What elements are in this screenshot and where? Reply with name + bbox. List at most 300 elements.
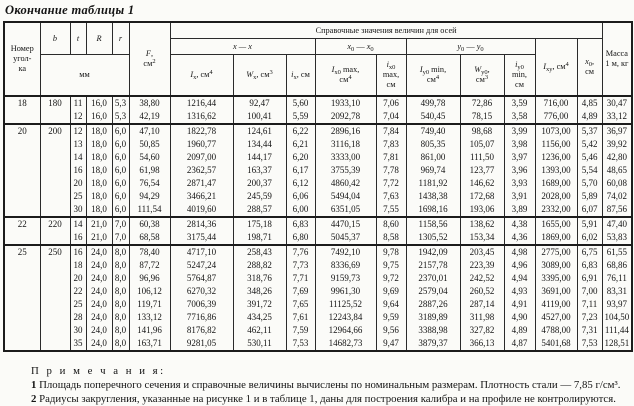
col-header-nomer: Номер угол- ка	[4, 22, 40, 96]
span-header-reference-values: Справочные значения величин для осей	[170, 22, 602, 39]
table-cell: 7,00	[577, 285, 602, 298]
table-cell: 260,52	[460, 285, 504, 298]
table-cell: 6,83	[577, 259, 602, 272]
table-cell: 2028,00	[535, 190, 577, 203]
table-cell: 749,40	[406, 124, 460, 138]
table-cell: 6,17	[286, 164, 315, 177]
table-cell: 5,91	[577, 217, 602, 231]
table-cell: 5,37	[577, 124, 602, 138]
table-cell: 24,0	[86, 259, 112, 272]
table-cell: 98,68	[460, 124, 504, 138]
table-cell: 1156,00	[535, 138, 577, 151]
table-cell: 104,50	[602, 311, 632, 324]
table-cell: 53,83	[602, 231, 632, 245]
table-row	[4, 110, 632, 124]
table-cell: 7,04	[376, 110, 406, 124]
table-cell: 123,77	[460, 164, 504, 177]
table-cell: 4,91	[504, 298, 535, 311]
table-cell: 318,76	[233, 272, 286, 285]
table-cell: 220	[40, 217, 70, 231]
table-cell: 105,07	[460, 138, 504, 151]
table-cell: 3,58	[504, 110, 535, 124]
table-cell: 7,55	[376, 203, 406, 217]
table-cell: 8,0	[112, 259, 129, 272]
table-cell: 8,0	[112, 337, 129, 351]
table-cell: 540,45	[406, 110, 460, 124]
table-cell: 18,0	[86, 151, 112, 164]
table-cell: 94,29	[129, 190, 170, 203]
table-cell: 16,0	[86, 96, 112, 110]
table-cell: 18,0	[86, 124, 112, 138]
table-cell: 5764,87	[170, 272, 233, 285]
table-cell	[4, 272, 40, 285]
table-cell: 6,12	[286, 177, 315, 190]
table-cell: 5,59	[286, 110, 315, 124]
table-cell: 2092,78	[315, 110, 376, 124]
table-cell: 9,56	[376, 324, 406, 337]
table-cell: 6,80	[286, 231, 315, 245]
table-cell	[40, 324, 70, 337]
table-cell	[40, 151, 70, 164]
col-header-x0: $x_0$, см	[577, 39, 602, 97]
table-cell	[40, 272, 70, 285]
table-cell: 3879,37	[406, 337, 460, 351]
table-cell: 7,06	[376, 96, 406, 110]
table-cell: 2579,04	[406, 285, 460, 298]
table-cell: 76,11	[602, 272, 632, 285]
table-cell	[40, 110, 70, 124]
table-cell: 16	[70, 245, 86, 259]
table-cell: 4788,00	[535, 324, 577, 337]
table-cell: 348,26	[233, 285, 286, 298]
table-cell: 7,84	[376, 124, 406, 138]
table-cell: 242,52	[460, 272, 504, 285]
table-cell: 18,0	[86, 190, 112, 203]
table-cell: 11	[70, 96, 86, 110]
table-cell: 1689,00	[535, 177, 577, 190]
table-cell: 7,23	[577, 311, 602, 324]
table-cell: 1942,09	[406, 245, 460, 259]
table-cell: 223,39	[460, 259, 504, 272]
table-cell: 7,61	[286, 311, 315, 324]
table-cell: 20	[70, 177, 86, 190]
table-cell	[4, 324, 40, 337]
table-cell: 6,0	[112, 203, 129, 217]
table-cell: 1438,38	[406, 190, 460, 203]
col-header-Ixy: $I_{xy}$, $см^4$	[535, 39, 577, 97]
table-cell: 1393,00	[535, 164, 577, 177]
table-cell: 50,85	[129, 138, 170, 151]
table-cell: 1181,92	[406, 177, 460, 190]
table-row	[4, 324, 632, 337]
table-cell: 24,0	[86, 311, 112, 324]
table-cell: 111,54	[129, 203, 170, 217]
table-continuation-title: Окончание таблицы 1	[5, 3, 135, 17]
table-cell: 5,42	[577, 138, 602, 151]
table-row	[4, 259, 632, 272]
table-cell: 9,59	[376, 311, 406, 324]
table-cell: 7,65	[286, 298, 315, 311]
table-cell: 36,97	[602, 124, 632, 138]
table-cell: 93,97	[602, 298, 632, 311]
table-cell: 4,89	[577, 110, 602, 124]
table-cell: 8176,82	[170, 324, 233, 337]
notes-heading: П р и м е ч а н и я:	[31, 365, 166, 377]
table-cell: 969,74	[406, 164, 460, 177]
table-cell: 111,44	[602, 324, 632, 337]
table-cell: 13	[70, 138, 86, 151]
header-row-1	[4, 22, 632, 39]
table-cell: 72,86	[460, 96, 504, 110]
table-cell: 327,82	[460, 324, 504, 337]
table-cell: 9,47	[376, 337, 406, 351]
table-cell: 47,40	[602, 217, 632, 231]
note-item	[3, 393, 631, 406]
table-cell: 16,0	[86, 110, 112, 124]
table-cell: 3691,00	[535, 285, 577, 298]
table-cell: 4,90	[504, 311, 535, 324]
table-row	[4, 272, 632, 285]
table-cell: 2871,47	[170, 177, 233, 190]
table-cell: 6,91	[577, 272, 602, 285]
table-cell: 1158,56	[406, 217, 460, 231]
table-cell: 4527,00	[535, 311, 577, 324]
table-cell: 7,69	[286, 285, 315, 298]
table-cell: 193,06	[460, 203, 504, 217]
table-cell: 9,64	[376, 298, 406, 311]
table-cell: 7,11	[577, 298, 602, 311]
table-cell: 42,19	[129, 110, 170, 124]
note-item	[3, 379, 631, 393]
table-row	[4, 164, 632, 177]
table-cell: 8,0	[112, 298, 129, 311]
table-cell: 8,0	[112, 311, 129, 324]
table-cell: 4,96	[504, 259, 535, 272]
table-cell	[40, 190, 70, 203]
table-cell: 6,0	[112, 124, 129, 138]
table-cell: 4,87	[504, 337, 535, 351]
table-cell	[4, 110, 40, 124]
table-cell: 12964,66	[315, 324, 376, 337]
col-header-ix: $i_x$, см	[286, 55, 315, 97]
table-cell: 4,85	[577, 96, 602, 110]
table-cell: 288,82	[233, 259, 286, 272]
table-cell: 776,00	[535, 110, 577, 124]
table-cell: 2362,57	[170, 164, 233, 177]
table-cell: 78,40	[129, 245, 170, 259]
table-cell: 42,80	[602, 151, 632, 164]
table-cell: 175,18	[233, 217, 286, 231]
table-cell: 134,44	[233, 138, 286, 151]
table-cell: 805,35	[406, 138, 460, 151]
table-cell: 87,72	[129, 259, 170, 272]
table-cell: 163,71	[129, 337, 170, 351]
table-cell: 4,94	[504, 272, 535, 285]
table-cell	[4, 285, 40, 298]
table-cell: 3,96	[504, 164, 535, 177]
table-cell: 111,50	[460, 151, 504, 164]
table-cell: 9961,30	[315, 285, 376, 298]
col-header-iy0min: $i_{y0}$ min, см	[504, 55, 535, 97]
table-cell: 7,71	[286, 272, 315, 285]
table-cell: 3395,00	[535, 272, 577, 285]
table-cell: 530,11	[233, 337, 286, 351]
table-row	[4, 231, 632, 245]
table-cell: 1316,62	[170, 110, 233, 124]
table-cell: 6,75	[577, 245, 602, 259]
table-cell: 8,0	[112, 285, 129, 298]
table-cell: 9,72	[376, 272, 406, 285]
table-cell: 861,00	[406, 151, 460, 164]
table-cell: 7,76	[286, 245, 315, 259]
table-cell: 203,45	[460, 245, 504, 259]
table-cell: 2157,78	[406, 259, 460, 272]
table-cell: 4019,60	[170, 203, 233, 217]
table-cell: 1073,00	[535, 124, 577, 138]
note-text: Радиусы закругления, указанные на рисунке 1 и в таблице 1, даны для построения калибра и на профиле не контролируются.	[39, 392, 616, 405]
table-cell: 47,10	[129, 124, 170, 138]
table-cell: 3116,18	[315, 138, 376, 151]
table-cell: 5,46	[577, 151, 602, 164]
table-cell: 74,02	[602, 190, 632, 203]
table-cell: 5,3	[112, 110, 129, 124]
table-cell: 25	[70, 298, 86, 311]
table-cell: 7,0	[112, 231, 129, 245]
table-cell: 4,38	[504, 217, 535, 231]
table-cell	[4, 151, 40, 164]
table-row	[4, 151, 632, 164]
table-cell: 3089,00	[535, 259, 577, 272]
table-row	[4, 203, 632, 217]
table-cell: 198,71	[233, 231, 286, 245]
table-cell: 4717,10	[170, 245, 233, 259]
table-cell	[40, 337, 70, 351]
table-cell: 499,78	[406, 96, 460, 110]
col-header-massa: Масса 1 м, кг	[602, 22, 632, 96]
table-cell: 11125,52	[315, 298, 376, 311]
note-number: 1	[31, 378, 37, 391]
table-cell: 38,80	[129, 96, 170, 110]
table-cell: 311,98	[460, 311, 504, 324]
table-cell: 250	[40, 245, 70, 259]
table-cell: 54,60	[129, 151, 170, 164]
col-header-F: F, $см^2$	[129, 22, 170, 96]
table-cell: 2896,16	[315, 124, 376, 138]
table-cell: 6,21	[286, 138, 315, 151]
table-cell: 7006,39	[170, 298, 233, 311]
table-header	[4, 22, 632, 96]
table-cell: 60,38	[129, 217, 170, 231]
table-cell: 434,25	[233, 311, 286, 324]
table-cell: 3189,89	[406, 311, 460, 324]
table-cell: 20	[4, 124, 40, 138]
table-cell: 200	[40, 124, 70, 138]
table-cell: 2775,00	[535, 245, 577, 259]
table-cell: 9281,05	[170, 337, 233, 351]
table-cell: 87,56	[602, 203, 632, 217]
table-cell: 1236,00	[535, 151, 577, 164]
table-cell	[40, 298, 70, 311]
table-cell: 1216,44	[170, 96, 233, 110]
table-cell: 6,00	[286, 203, 315, 217]
table-cell: 6,0	[112, 151, 129, 164]
table-row	[4, 337, 632, 351]
table-cell: 2887,26	[406, 298, 460, 311]
table-cell: 6,06	[286, 190, 315, 203]
col-header-r: r	[112, 22, 129, 55]
table-cell: 18,0	[86, 164, 112, 177]
table-cell: 716,00	[535, 96, 577, 110]
col-header-Wx: $W_x$, $см^3$	[233, 55, 286, 97]
table-cell: 6,0	[112, 164, 129, 177]
table-cell: 1698,16	[406, 203, 460, 217]
table-cell: 3388,98	[406, 324, 460, 337]
table-cell: 7,73	[286, 259, 315, 272]
table-cell: 8,0	[112, 245, 129, 259]
table-cell: 7,53	[577, 337, 602, 351]
table-cell	[4, 203, 40, 217]
table-cell: 30	[70, 203, 86, 217]
table-cell: 30	[70, 324, 86, 337]
table-cell: 22	[70, 285, 86, 298]
table-cell: 200,37	[233, 177, 286, 190]
table-cell: 28	[70, 311, 86, 324]
table-cell: 14	[70, 217, 86, 231]
table-row	[4, 96, 632, 110]
table-cell: 3755,39	[315, 164, 376, 177]
table-cell: 5,89	[577, 190, 602, 203]
table-cell: 8336,69	[315, 259, 376, 272]
table-cell: 61,55	[602, 245, 632, 259]
table-cell: 6,22	[286, 124, 315, 138]
table-cell	[40, 164, 70, 177]
table-cell: 24,0	[86, 245, 112, 259]
notes-section	[3, 365, 631, 406]
table-cell: 8,0	[112, 272, 129, 285]
col-header-mm: мм	[40, 55, 129, 97]
table-cell: 100,41	[233, 110, 286, 124]
table-cell: 172,68	[460, 190, 504, 203]
table-cell: 7,59	[286, 324, 315, 337]
table-cell	[4, 231, 40, 245]
table-cell: 6,0	[112, 190, 129, 203]
table-cell: 4,36	[504, 231, 535, 245]
table-cell: 3,93	[504, 177, 535, 190]
table-cell: 68,58	[129, 231, 170, 245]
table-cell	[4, 298, 40, 311]
table-cell: 18,0	[86, 203, 112, 217]
table-cell: 133,12	[129, 311, 170, 324]
table-cell: 14	[70, 151, 86, 164]
angle-size-group	[4, 96, 632, 124]
table-cell: 24,0	[86, 272, 112, 285]
col-header-R: R	[86, 22, 112, 55]
angle-size-group	[4, 217, 632, 245]
table-cell: 25	[4, 245, 40, 259]
table-cell: 24,0	[86, 337, 112, 351]
table-cell: 3,99	[504, 124, 535, 138]
table-cell: 14682,73	[315, 337, 376, 351]
table-cell: 7,81	[376, 151, 406, 164]
table-cell: 96,96	[129, 272, 170, 285]
col-header-ix0max: $i_{x0}$ max, см	[376, 55, 406, 97]
col-header-Iy0min: $I_{y0}$ min, $см^4$	[406, 55, 460, 97]
table-cell	[4, 190, 40, 203]
table-cell: 366,13	[460, 337, 504, 351]
table-cell: 9,75	[376, 259, 406, 272]
table-cell: 124,61	[233, 124, 286, 138]
table-cell: 3466,21	[170, 190, 233, 203]
table-cell: 2814,36	[170, 217, 233, 231]
angle-size-group	[4, 124, 632, 217]
table-cell: 258,43	[233, 245, 286, 259]
table-cell	[40, 285, 70, 298]
table-row	[4, 124, 632, 138]
table-row	[4, 138, 632, 151]
table-cell	[4, 311, 40, 324]
table-cell: 9159,73	[315, 272, 376, 285]
table-cell: 8,60	[376, 217, 406, 231]
table-row	[4, 311, 632, 324]
table-cell: 24,0	[86, 285, 112, 298]
table-cell: 6,07	[577, 203, 602, 217]
table-cell: 35	[70, 337, 86, 351]
table-cell: 6,0	[112, 177, 129, 190]
table-cell: 106,12	[129, 285, 170, 298]
table-cell: 4,93	[504, 285, 535, 298]
table-cell: 5401,68	[535, 337, 577, 351]
table-cell: 4860,42	[315, 177, 376, 190]
table-cell	[40, 311, 70, 324]
table-cell	[40, 138, 70, 151]
table-cell: 7716,86	[170, 311, 233, 324]
table-cell: 6,83	[286, 217, 315, 231]
table-cell: 7,0	[112, 217, 129, 231]
col-header-b: b	[40, 22, 70, 55]
table-cell: 8,58	[376, 231, 406, 245]
table-cell: 5045,37	[315, 231, 376, 245]
group-header-x-x: x — x	[170, 39, 315, 55]
table-cell: 141,96	[129, 324, 170, 337]
table-cell: 18	[4, 96, 40, 110]
col-header-t: t	[70, 22, 86, 55]
table-cell: 6351,05	[315, 203, 376, 217]
table-cell: 16	[70, 164, 86, 177]
table-cell: 24,0	[86, 298, 112, 311]
table-row	[4, 245, 632, 259]
table-cell: 138,62	[460, 217, 504, 231]
table-row	[4, 217, 632, 231]
table-cell: 76,54	[129, 177, 170, 190]
table-cell: 2370,01	[406, 272, 460, 285]
table-cell: 48,65	[602, 164, 632, 177]
table-cell: 9,78	[376, 245, 406, 259]
table-cell: 128,51	[602, 337, 632, 351]
table-cell: 25	[70, 190, 86, 203]
table-cell: 6,02	[577, 231, 602, 245]
table-cell	[40, 231, 70, 245]
table-cell	[4, 259, 40, 272]
table-cell: 18,0	[86, 177, 112, 190]
col-header-Ix: $I_x$, $см^4$	[170, 55, 233, 97]
table-cell: 68,86	[602, 259, 632, 272]
table-cell: 5494,04	[315, 190, 376, 203]
table-cell: 6,0	[112, 138, 129, 151]
table-cell: 1305,52	[406, 231, 460, 245]
table-cell	[40, 177, 70, 190]
table-cell	[40, 259, 70, 272]
table-cell: 7,83	[376, 138, 406, 151]
